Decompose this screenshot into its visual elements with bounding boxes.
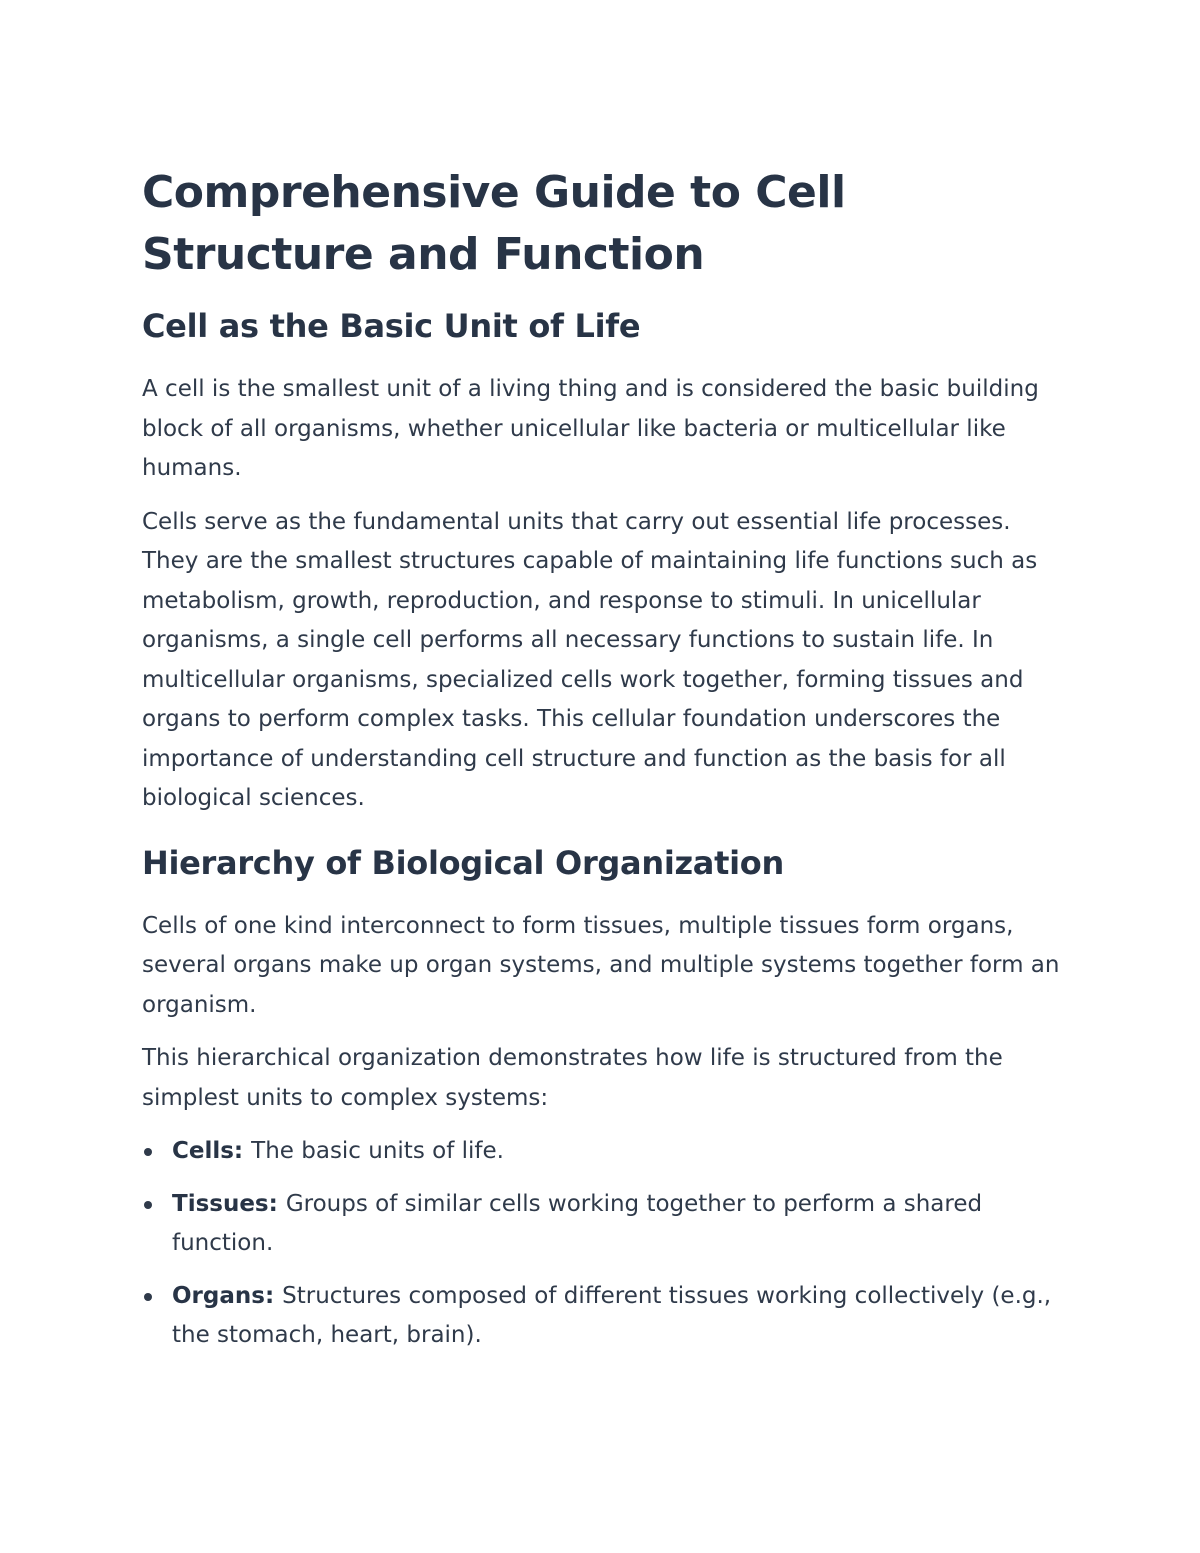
section-heading-hierarchy: Hierarchy of Biological Organization — [142, 843, 784, 882]
list-item-text: The basic units of life. — [251, 1138, 504, 1164]
paragraph: A cell is the smallest unit of a living thing and is considered the basic building block of all organisms, whether unicellular like bacteria or multicellular like humans. — [142, 376, 1039, 481]
page-title: Comprehensive Guide to Cell Structure and Function — [142, 167, 846, 280]
hierarchy-list — [142, 1132, 1072, 1356]
list-item-text: Groups of similar cells working together to perform a shared function. — [172, 1190, 983, 1256]
list-item — [142, 1132, 1072, 1172]
list-item — [142, 1185, 1072, 1264]
list-item-term: Cells: — [172, 1138, 252, 1164]
bullet-icon — [144, 1293, 152, 1301]
bullet-icon — [144, 1201, 152, 1209]
list-item — [142, 1277, 1072, 1356]
bullet-icon — [144, 1148, 152, 1156]
list-item-term: Organs: — [172, 1282, 283, 1309]
paragraph: Cells of one kind interconnect to form tissues, multiple tissues form organs, several organs make up organ systems, and multiple systems together form an organism. — [142, 912, 1060, 1018]
list-item-text: Structures composed of different tissues working collectively (e.g., the stomach, heart, brain). — [172, 1282, 1052, 1348]
document-page — [142, 162, 1072, 1369]
list-item-term: Tissues: — [172, 1190, 286, 1217]
paragraph: This hierarchical organization demonstrates how life is structured from the simplest units to complex systems: — [142, 1045, 1003, 1111]
paragraph: Cells serve as the fundamental units that carry out essential life processes. They are the smallest structures capable of maintaining life functions such as metabolism, growth, reproduction, and response to stimuli. In unicellular organisms, a single cell performs all necessary functions to sustain life. In multicellular organisms, specialized cells work together, forming tissues and organs to perform complex tasks. This cellular foundation underscores the importance of understanding cell structure and function as the basis for all biological sciences. — [142, 508, 1038, 811]
section-heading-cell-basic-unit: Cell as the Basic Unit of Life — [142, 307, 641, 345]
